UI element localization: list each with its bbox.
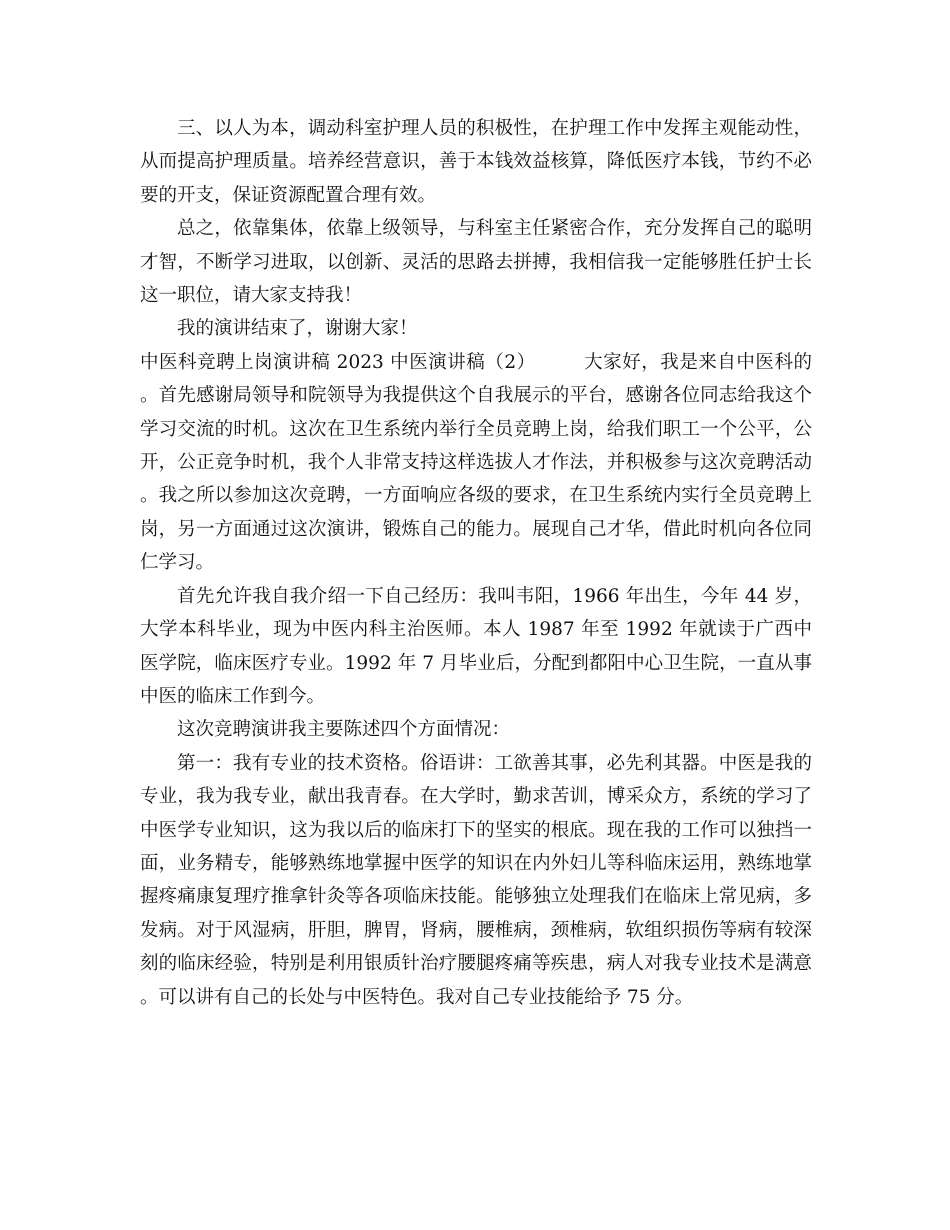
paragraph-four-aspects: 这次竞聘演讲我主要陈述四个方面情况：	[177, 719, 511, 741]
section-title: 中医科竞聘上岗演讲稿 2023 中医演讲稿（2）	[140, 351, 536, 373]
paragraph-self-introduction: 首先允许我自我介绍一下自己经历：我叫韦阳，1966 年出生，今年 44 岁，大学本科毕业，现为中医内科主治医师。本人 1987 年至 1992 年就读于广西中医学院，临床医疗专业。1992 年 7 月毕业后，分配到都阳中心卫生院，一直从事中医的临床工作到今。	[140, 585, 812, 707]
document-page	[140, 112, 812, 1014]
paragraph-people-oriented: 三、以人为本，调动科室护理人员的积极性，在护理工作中发挥主观能动性，从而提高护理质量。培养经营意识，善于本钱效益核算，降低医疗本钱，节约不必要的开支，保证资源配置合理有效。	[140, 118, 812, 206]
section-intro-text: 大家好，我是来自中医科的。首先感谢局领导和院领导为我提供这个自我展示的平台，感谢各位同志给我这个学习交流的时机。这次在卫生系统内举行全员竞聘上岗，给我们职工一个公平，公开，公正竞争时机，我个人非常支持这样选拔人才作法，并积极参与这次竞聘活动。我之所以参加这次竞聘，一方面响应各级的要求，在卫生系统内实行全员竞聘上岗，另一方面通过这次演讲，锻炼自己的能力。展现自己才华，借此时机向各位同仁学习。	[140, 351, 812, 574]
section-heading-paragraph	[140, 346, 812, 580]
paragraph-professional-qualification: 第一：我有专业的技术资格。俗语讲：工欲善其事，必先利其器。中医是我的专业，我为我专业，献出我青春。在大学时，勤求苦训，博采众方，系统的学习了中医学专业知识，这为我以后的临床打下的坚实的根底。现在我的工作可以独挡一面，业务精专，能够熟练地掌握中医学的知识在内外妇儿等科临床运用，熟练地掌握疼痛康复理疗推拿针灸等各项临床技能。能够独立处理我们在临床上常见病，多发病。对于风湿病，肝胆，脾胃，肾病，腰椎病，颈椎病，软组织损伤等病有较深刻的临床经验，特别是利用银质针治疗腰腿疼痛等疾患，病人对我专业技术是满意。可以讲有自己的长处与中医特色。我对自己专业技能给予 75 分。	[140, 752, 812, 1008]
paragraph-closing: 我的演讲结束了，谢谢大家！	[177, 318, 418, 340]
paragraph-conclusion: 总之，依靠集体，依靠上级领导，与科室主任紧密合作，充分发挥自己的聪明才智，不断学习进取，以创新、灵活的思路去拼搏，我相信我一定能够胜任护士长这一职位，请大家支持我！	[140, 218, 812, 307]
